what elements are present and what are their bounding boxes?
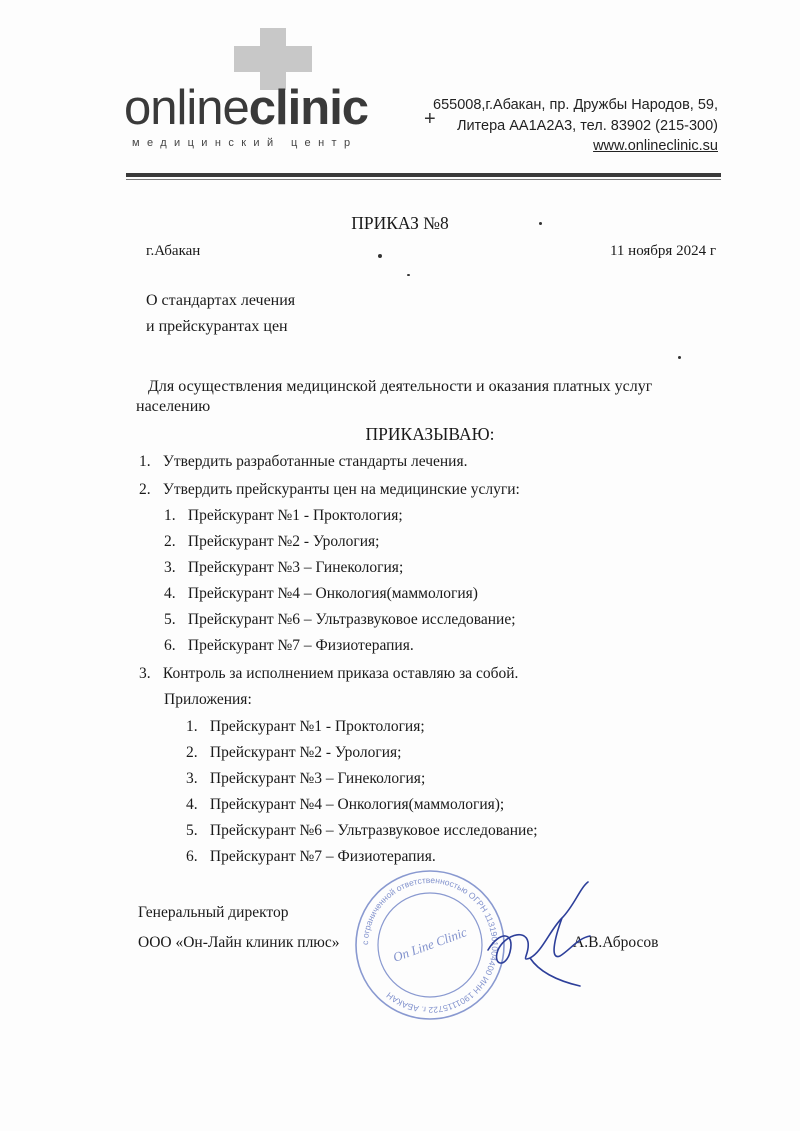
order-heading: ПРИКАЗЫВАЮ:: [365, 424, 495, 444]
list-item-text: Прейскурант №3 – Гинекология;: [187, 559, 404, 576]
logo-text-online: online: [124, 81, 249, 135]
list-item-number: 3.: [164, 559, 176, 576]
intro-paragraph: [136, 377, 728, 417]
attachments-label: Приложения:: [164, 691, 252, 708]
list-item-number: 1.: [139, 453, 151, 470]
order-title: ПРИКАЗ №8: [351, 213, 449, 233]
price-list-item: [164, 611, 516, 629]
list-item-number: 2.: [164, 533, 176, 550]
attachment-item: [186, 744, 401, 762]
list-item-text: Прейскурант №1 - Проктология;: [209, 718, 425, 735]
letterhead-divider-thin: [126, 179, 721, 180]
signer-organization: ООО «Он-Лайн клиник плюс»: [138, 934, 340, 951]
list-item-number: 1.: [186, 718, 198, 735]
price-list-item: [164, 585, 478, 603]
list-item-text: Прейскурант №3 – Гинекология;: [209, 770, 426, 787]
logo-subtitle: медицинский центр: [132, 137, 358, 149]
list-item-text: Прейскурант №6 – Ультразвуковое исследование;: [209, 822, 538, 839]
website-link[interactable]: www.onlineclinic.su: [593, 138, 718, 154]
list-item-number: 4.: [186, 796, 198, 813]
stamp-ring-text: с ограниченной ответственностью ОГРН 1131901004400 ИНН 1901115722 г. АБАКАН: [359, 874, 501, 1016]
list-item: [139, 481, 520, 499]
logo-text-clinic: clinic: [248, 81, 369, 135]
list-item-number: 2.: [139, 481, 151, 498]
scan-speck: [539, 222, 542, 225]
list-item-number: 5.: [186, 822, 198, 839]
logo-plus: +: [424, 108, 436, 130]
list-item: [139, 665, 518, 683]
attachment-item: [186, 796, 504, 814]
subject-line-2: и прейскурантах цен: [146, 318, 288, 335]
list-item-number: 6.: [164, 637, 176, 654]
list-item-text: Прейскурант №7 – Физиотерапия.: [187, 637, 414, 654]
list-item-number: 5.: [164, 611, 176, 628]
address-line-2: Литера АА1А2А3, тел. 83902 (215-300): [456, 117, 718, 134]
order-city: г.Абакан: [146, 243, 201, 259]
price-list-item: [164, 637, 414, 655]
list-item-text: Контроль за исполнением приказа оставляю за собой.: [162, 665, 519, 682]
address-line-1: 655008,г.Абакан, пр. Дружбы Народов, 59,: [433, 97, 718, 113]
list-item-text: Прейскурант №4 – Онкология(маммология): [187, 585, 478, 602]
scan-speck: [378, 254, 382, 258]
subject-line-1: О стандартах лечения: [146, 292, 296, 309]
price-list-item: [164, 559, 403, 577]
intro-line-1: Для осуществления медицинской деятельности и оказания платных услуг: [148, 378, 653, 395]
list-item-number: 3.: [139, 665, 151, 682]
attachment-item: [186, 770, 425, 788]
intro-line-2: населению: [136, 398, 211, 415]
list-item-text: Прейскурант №7 – Физиотерапия.: [209, 848, 436, 865]
list-item-text: Прейскурант №4 – Онкология(маммология);: [209, 796, 505, 813]
list-item-number: 3.: [186, 770, 198, 787]
attachment-item: [186, 822, 538, 840]
letterhead-divider: [126, 173, 721, 177]
letterhead-address: [433, 95, 718, 157]
attachment-item: [186, 718, 425, 736]
list-item-number: 1.: [164, 507, 176, 524]
signer-title: Генеральный директор: [138, 904, 289, 921]
list-item-text: Утвердить прейскуранты цен на медицинские услуги:: [162, 481, 520, 498]
order-date: 11 ноября 2024 г: [609, 243, 716, 259]
scan-speck: [678, 356, 681, 359]
list-item: [139, 453, 467, 471]
signer-name: А.В.Абросов: [573, 934, 659, 951]
handwritten-signature: [470, 880, 610, 990]
list-item-number: 6.: [186, 848, 198, 865]
list-item-text: Прейскурант №6 – Ультразвуковое исследование;: [187, 611, 516, 628]
price-list-item: [164, 507, 403, 525]
logo-wordmark: [124, 81, 369, 135]
stamp-center-text: On Line Clinic: [390, 924, 469, 965]
list-item-text: Прейскурант №1 - Проктология;: [187, 507, 403, 524]
list-item-text: Утвердить разработанные стандарты лечения.: [162, 453, 468, 470]
list-item-text: Прейскурант №2 - Урология;: [187, 533, 380, 550]
list-item-number: 2.: [186, 744, 198, 761]
list-item-number: 4.: [164, 585, 176, 602]
scan-speck: [407, 274, 410, 276]
list-item-text: Прейскурант №2 - Урология;: [209, 744, 402, 761]
attachment-item: [186, 848, 436, 866]
price-list-item: [164, 533, 379, 551]
